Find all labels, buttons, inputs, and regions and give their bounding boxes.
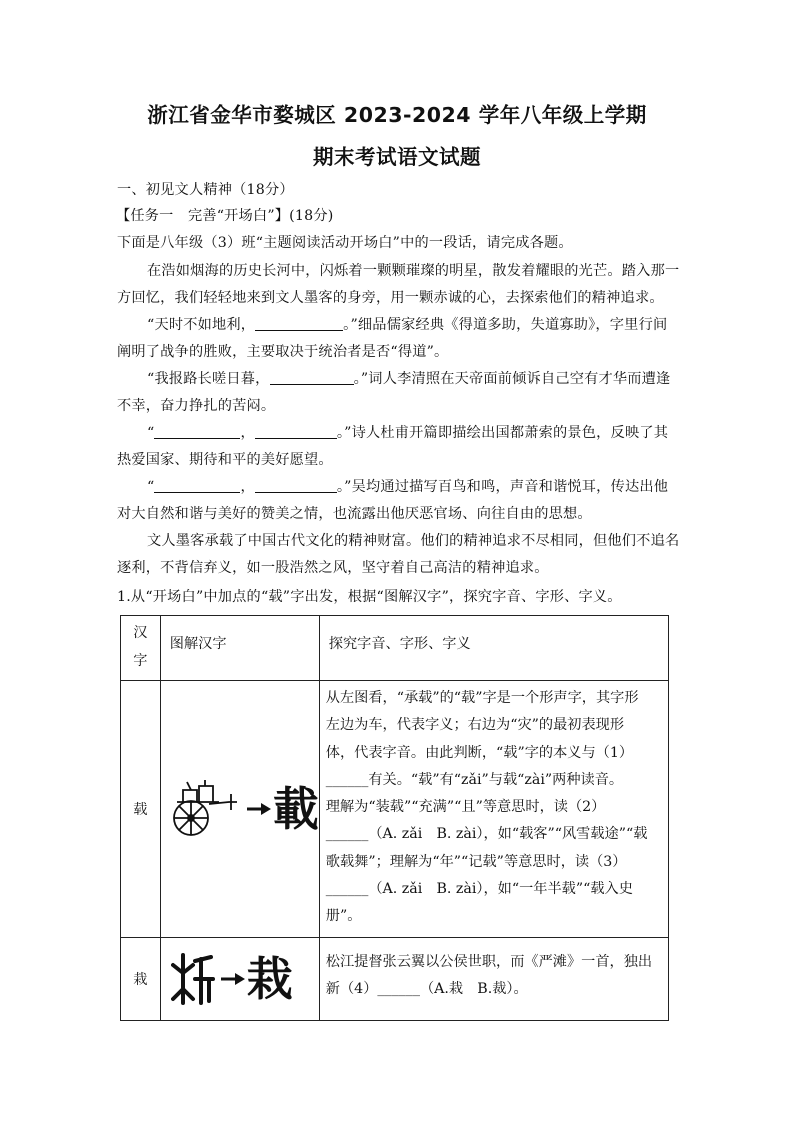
row-char: 栽 [121,938,161,1021]
row-diagram [160,938,319,1021]
paragraph-1-line-1: 在浩如烟海的历史长河中，闪烁着一颗颗璀璨的明星，散发着耀眼的光芒。踏入那一 [147,263,680,279]
fill-blank[interactable] [255,478,337,493]
fill-blank[interactable] [255,424,337,439]
header-explore: 探究字音、字形、字义 [319,616,668,681]
paragraph-5-line-1: “ ， 。”吴均通过描写百鸟和鸣，声音和谐悦耳，传达出他 [147,479,669,495]
document-title: 浙江省金华市婺城区 2023-2024 学年八年级上学期 [147,103,647,127]
cart-pictograph-icon [169,778,243,840]
seal-script-glyph: 載 [272,782,319,836]
header-char: 汉字 [121,616,161,681]
intro-text: 下面是八年级（3）班“主题阅读活动开场白”中的一段话，请完成各题。 [117,235,573,251]
row-explanation: 松江提督张云翼以公侯世职，而《严滩》一首，独出 新（4）______（A.栽 B.裁）。 [319,938,668,1021]
paragraph-4-line-2: 热爱国家、期待和平的美好愿望。 [117,452,333,468]
table-row [121,681,669,938]
paragraph-3-line-2: 不幸，奋力挣扎的苦闷。 [117,398,276,414]
arrow-right-icon [219,971,247,987]
paragraph-2-line-2: 阐明了战争的胜败，主要取决于统治者是否“得道”。 [117,344,449,360]
table-row [121,938,669,1021]
document-subtitle: 期末考试语文试题 [313,145,481,169]
paragraph-6-line-2: 逐利，不背信弃义，如一股浩然之风，坚守着自己高洁的精神追求。 [117,560,549,576]
paragraph-4-line-1: “ ， 。”诗人杜甫开篇即描绘出国都萧索的景色，反映了其 [147,425,669,441]
paragraph-1-line-2: 方回忆，我们轻轻地来到文人墨客的身旁，用一颗赤诚的心，去探索他们的精神追求。 [117,290,664,306]
paragraph-5-line-2: 对大自然和谐与美好的赞美之情，也流露出他厌恶官场、向往自由的思想。 [117,506,592,522]
row-char: 载 [121,681,161,938]
paragraph-2-line-1: “天时不如地利， 。”细品儒家经典《得道多助，失道寡助》，字里行间 [147,317,668,333]
fill-blank[interactable] [154,478,240,493]
row-explanation: 从左图看，“承载”的“载”字是一个形声字，其字形 左边为车，代表字义；右边为“灾”的最初表现形 体，代表字音。由此判断，“载”字的本义与（1） ______有关。“载”有“zǎi”与载“zài”两种读音。 理解为“装载”“充满”“且”等意思时，读（2） ______（A. zǎi B. zài），如“载客”“风雪载途”“载 歌载舞”；理解为“年”“记载”等意思时，读（3） ______（A. zǎi B. zài），如“一年半载”“载入史 册”。 [319,681,668,938]
fill-blank[interactable] [154,424,240,439]
question-1-stem: 1.从“开场白”中加点的“载”字出发，根据“图解汉字”，探究字音、字形、字义。 [117,589,622,605]
fill-blank[interactable] [255,316,343,331]
paragraph-6-line-1: 文人墨客承载了中国古代文化的精神财富。他们的精神追求不尽相同，但他们不追名 [147,533,680,549]
header-diagram: 图解汉字 [160,616,319,681]
section-heading: 一、初见文人精神（18分） [117,182,294,198]
plant-pictograph-icon [171,951,217,1007]
fill-blank[interactable] [270,370,354,385]
task-heading: 【任务一 完善“开场白”】(18分) [116,208,334,224]
row-diagram [160,681,319,938]
table-header-row [121,616,669,681]
character-analysis-table [120,615,669,1021]
seal-script-glyph: 栽 [246,952,293,1006]
arrow-right-icon [245,801,273,817]
paragraph-3-line-1: “我报路长嗟日暮， 。”词人李清照在天帝面前倾诉自己空有才华而遭逢 [147,371,671,387]
